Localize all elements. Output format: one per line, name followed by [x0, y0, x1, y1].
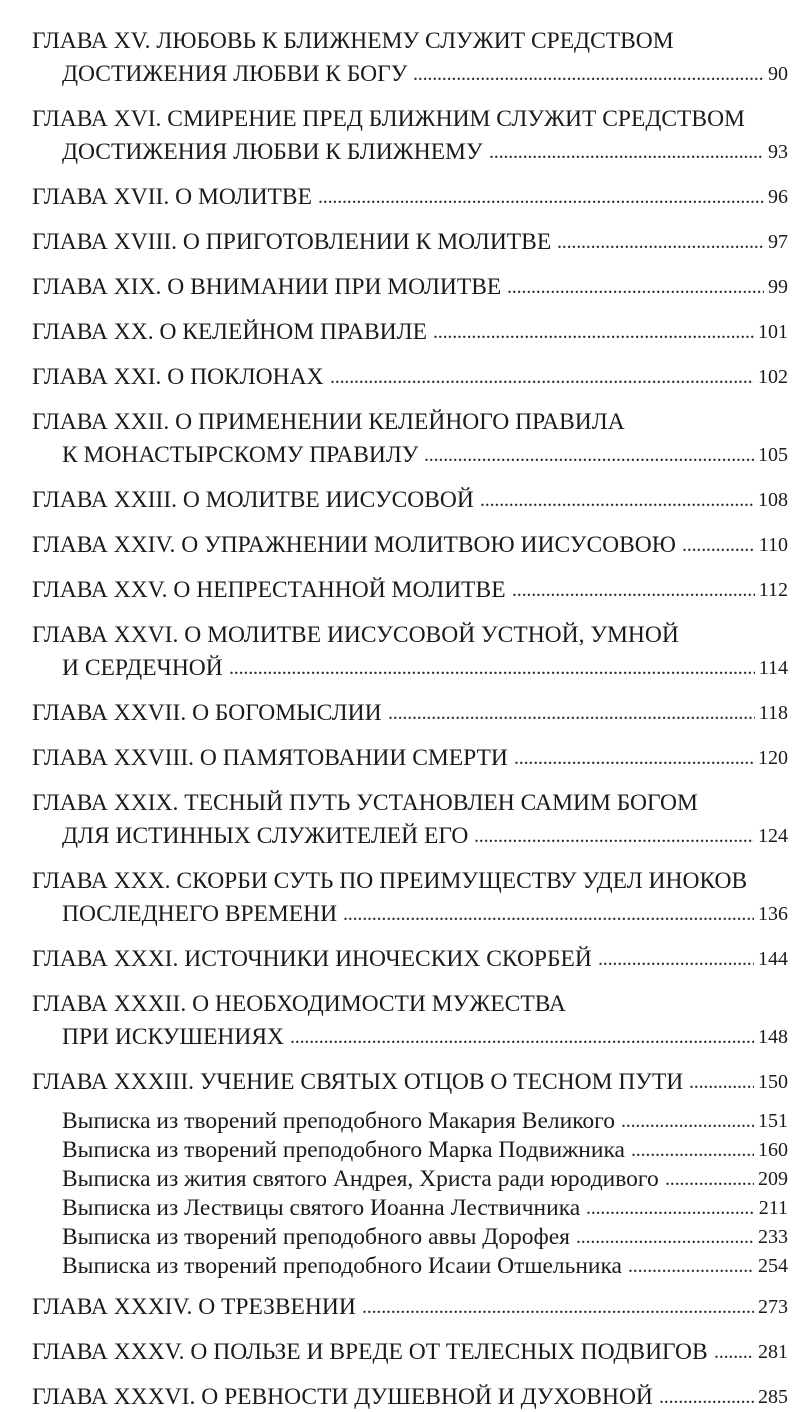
- toc-entry-title: ГЛАВА XX. О КЕЛЕЙНОМ ПРАВИЛЕ: [32, 319, 427, 345]
- page-number: 233: [758, 1226, 788, 1248]
- dot-leader: [514, 743, 754, 773]
- toc-entry-title: ГЛАВА XXVI. О МОЛИТВЕ ИИСУСОВОЙ УСТНОЙ, УМНОЙ: [32, 622, 679, 648]
- toc-line: [0, 317, 807, 347]
- toc-line: [0, 362, 807, 392]
- toc-entry-title: ГЛАВА XXXV. О ПОЛЬЗЕ И ВРЕДЕ ОТ ТЕЛЕСНЫХ ПОДВИГОВ: [32, 1339, 708, 1365]
- toc-entry-title: ПОСЛЕДНЕГО ВРЕМЕНИ: [62, 901, 338, 927]
- toc-line: [0, 653, 807, 683]
- toc-line: [0, 1106, 807, 1136]
- page-number: 93: [768, 141, 788, 163]
- page-number: 114: [758, 657, 788, 679]
- toc-line: [0, 1337, 807, 1367]
- toc-line: [0, 1067, 807, 1097]
- toc-entry-title: ГЛАВА XVII. О МОЛИТВЕ: [32, 184, 312, 210]
- toc-line: [0, 272, 807, 302]
- dot-leader: [631, 1135, 754, 1165]
- page-number: 209: [758, 1168, 788, 1190]
- dot-leader: [621, 1106, 754, 1136]
- toc-line: [0, 1222, 807, 1252]
- page-number: 150: [758, 1071, 788, 1093]
- page-number: 136: [758, 903, 788, 925]
- toc-entry-title: ГЛАВА XXXVI. О РЕВНОСТИ ДУШЕВНОЙ И ДУХОВНОЙ: [32, 1384, 653, 1410]
- toc-line: [0, 989, 807, 1019]
- dot-leader: [714, 1337, 754, 1367]
- toc-entry-title: К МОНАСТЫРСКОМУ ПРАВИЛУ: [62, 442, 419, 468]
- dot-leader: [343, 899, 754, 929]
- toc-line: [0, 485, 807, 515]
- dot-leader: [689, 1067, 754, 1097]
- dot-leader: [388, 698, 755, 728]
- page-number: 99: [768, 276, 788, 298]
- toc-entry-title: ГЛАВА XXXII. О НЕОБХОДИМОСТИ МУЖЕСТВА: [32, 991, 566, 1017]
- toc-entry-title: Выписка из творений преподобного Макария Великого: [62, 1108, 615, 1134]
- page-number: 211: [758, 1197, 788, 1219]
- page-number: 112: [758, 579, 788, 601]
- page-number: 96: [768, 186, 788, 208]
- toc-line: [0, 137, 807, 167]
- toc-line: [0, 944, 807, 974]
- page-number: 285: [758, 1386, 788, 1408]
- toc-line: [0, 1382, 807, 1412]
- toc-line: [0, 1135, 807, 1165]
- toc-line: [0, 227, 807, 257]
- toc-line: [0, 899, 807, 929]
- toc-line: [0, 1251, 807, 1281]
- toc-entry-title: ГЛАВА XXXIII. УЧЕНИЕ СВЯТЫХ ОТЦОВ О ТЕСНОМ ПУТИ: [32, 1069, 684, 1095]
- toc-line: [0, 743, 807, 773]
- page-number: 110: [758, 534, 788, 556]
- toc-entry-title: ПРИ ИСКУШЕНИЯХ: [62, 1024, 285, 1050]
- page-number: 281: [758, 1341, 788, 1363]
- page-number: 148: [758, 1026, 788, 1048]
- toc-entry-title: ГЛАВА XVIII. О ПРИГОТОВЛЕНИИ К МОЛИТВЕ: [32, 229, 552, 255]
- dot-leader: [576, 1222, 754, 1252]
- toc-line: [0, 59, 807, 89]
- dot-leader: [433, 317, 754, 347]
- dot-leader: [665, 1164, 754, 1194]
- toc-entry-title: ДОСТИЖЕНИЯ ЛЮБВИ К БОГУ: [62, 61, 408, 87]
- dot-leader: [507, 272, 764, 302]
- toc-entry-title: ГЛАВА XXX. СКОРБИ СУТЬ ПО ПРЕИМУЩЕСТВУ УДЕЛ ИНОКОВ: [32, 868, 748, 894]
- toc-entry-title: ДОСТИЖЕНИЯ ЛЮБВИ К БЛИЖНЕМУ: [62, 139, 483, 165]
- page-number: 108: [758, 489, 788, 511]
- dot-leader: [628, 1251, 754, 1281]
- dot-leader: [413, 59, 764, 89]
- page-number: 160: [758, 1139, 788, 1161]
- toc-line: [0, 182, 807, 212]
- dot-leader: [474, 821, 754, 851]
- dot-leader: [424, 440, 754, 470]
- dot-leader: [586, 1193, 755, 1223]
- dot-leader: [659, 1382, 754, 1412]
- dot-leader: [557, 227, 764, 257]
- toc-entry-title: ГЛАВА XIX. О ВНИМАНИИ ПРИ МОЛИТВЕ: [32, 274, 502, 300]
- page-number: 101: [758, 321, 788, 343]
- toc-entry-title: Выписка из творений преподобного Марка Подвижника: [62, 1137, 625, 1163]
- toc-entry-title: ГЛАВА XXIV. О УПРАЖНЕНИИ МОЛИТВОЮ ИИСУСОВОЮ: [32, 532, 676, 558]
- toc-line: [0, 821, 807, 851]
- page-number: 102: [758, 366, 788, 388]
- dot-leader: [290, 1022, 754, 1052]
- page-number: 144: [758, 948, 788, 970]
- toc-entry-title: И СЕРДЕЧНОЙ: [62, 655, 223, 681]
- page-number: 151: [758, 1110, 788, 1132]
- toc-line: [0, 530, 807, 560]
- toc-line: [0, 440, 807, 470]
- toc-entry-title: ГЛАВА XXII. О ПРИМЕНЕНИИ КЕЛЕЙНОГО ПРАВИЛА: [32, 409, 625, 435]
- toc-line: [0, 788, 807, 818]
- toc-entry-title: ГЛАВА XXIII. О МОЛИТВЕ ИИСУСОВОЙ: [32, 487, 474, 513]
- toc-entry-title: Выписка из жития святого Андрея, Христа ради юродивого: [62, 1166, 659, 1192]
- toc-line: [0, 698, 807, 728]
- toc-entry-title: ГЛАВА XXV. О НЕПРЕСТАННОЙ МОЛИТВЕ: [32, 577, 506, 603]
- dot-leader: [229, 653, 755, 683]
- toc-line: [0, 1292, 807, 1322]
- toc-line: [0, 1164, 807, 1194]
- dot-leader: [598, 944, 754, 974]
- toc-line: [0, 575, 807, 605]
- toc-entry-title: Выписка из творений преподобного Исаии Отшельника: [62, 1253, 622, 1279]
- page-number: 120: [758, 747, 788, 769]
- dot-leader: [489, 137, 764, 167]
- toc-line: [0, 1193, 807, 1223]
- dot-leader: [682, 530, 755, 560]
- toc-entry-title: ГЛАВА XVI. СМИРЕНИЕ ПРЕД БЛИЖНИМ СЛУЖИТ СРЕДСТВОМ: [32, 106, 745, 132]
- dot-leader: [512, 575, 755, 605]
- toc-entry-title: ГЛАВА XXI. О ПОКЛОНАХ: [32, 364, 324, 390]
- toc-entry-title: Выписка из творений преподобного аввы Дорофея: [62, 1224, 570, 1250]
- toc-entry-title: Выписка из Лествицы святого Иоанна Лествичника: [62, 1195, 581, 1221]
- page-number: 118: [758, 702, 788, 724]
- toc-entry-title: ГЛАВА XXVII. О БОГОМЫСЛИИ: [32, 700, 382, 726]
- page-number: 124: [758, 825, 788, 847]
- toc-line: [0, 26, 807, 56]
- toc-entry-title: ГЛАВА XXIX. ТЕСНЫЙ ПУТЬ УСТАНОВЛЕН САМИМ БОГОМ: [32, 790, 698, 816]
- toc-line: [0, 407, 807, 437]
- toc-entry-title: ДЛЯ ИСТИННЫХ СЛУЖИТЕЛЕЙ ЕГО: [62, 823, 469, 849]
- dot-leader: [330, 362, 754, 392]
- toc-line: [0, 866, 807, 896]
- toc-entry-title: ГЛАВА XV. ЛЮБОВЬ К БЛИЖНЕМУ СЛУЖИТ СРЕДСТВОМ: [32, 28, 674, 54]
- page-number: 273: [758, 1296, 788, 1318]
- toc-entry-title: ГЛАВА XXXI. ИСТОЧНИКИ ИНОЧЕСКИХ СКОРБЕЙ: [32, 946, 592, 972]
- dot-leader: [362, 1292, 754, 1322]
- toc-line: [0, 620, 807, 650]
- toc-entry-title: ГЛАВА XXVIII. О ПАМЯТОВАНИИ СМЕРТИ: [32, 745, 508, 771]
- toc-line: [0, 1022, 807, 1052]
- dot-leader: [480, 485, 754, 515]
- dot-leader: [318, 182, 764, 212]
- page-number: 254: [758, 1255, 788, 1277]
- page-number: 105: [758, 444, 788, 466]
- page-number: 97: [768, 231, 788, 253]
- toc-line: [0, 104, 807, 134]
- page-number: 90: [768, 63, 788, 85]
- toc-entry-title: ГЛАВА XXXIV. О ТРЕЗВЕНИИ: [32, 1294, 356, 1320]
